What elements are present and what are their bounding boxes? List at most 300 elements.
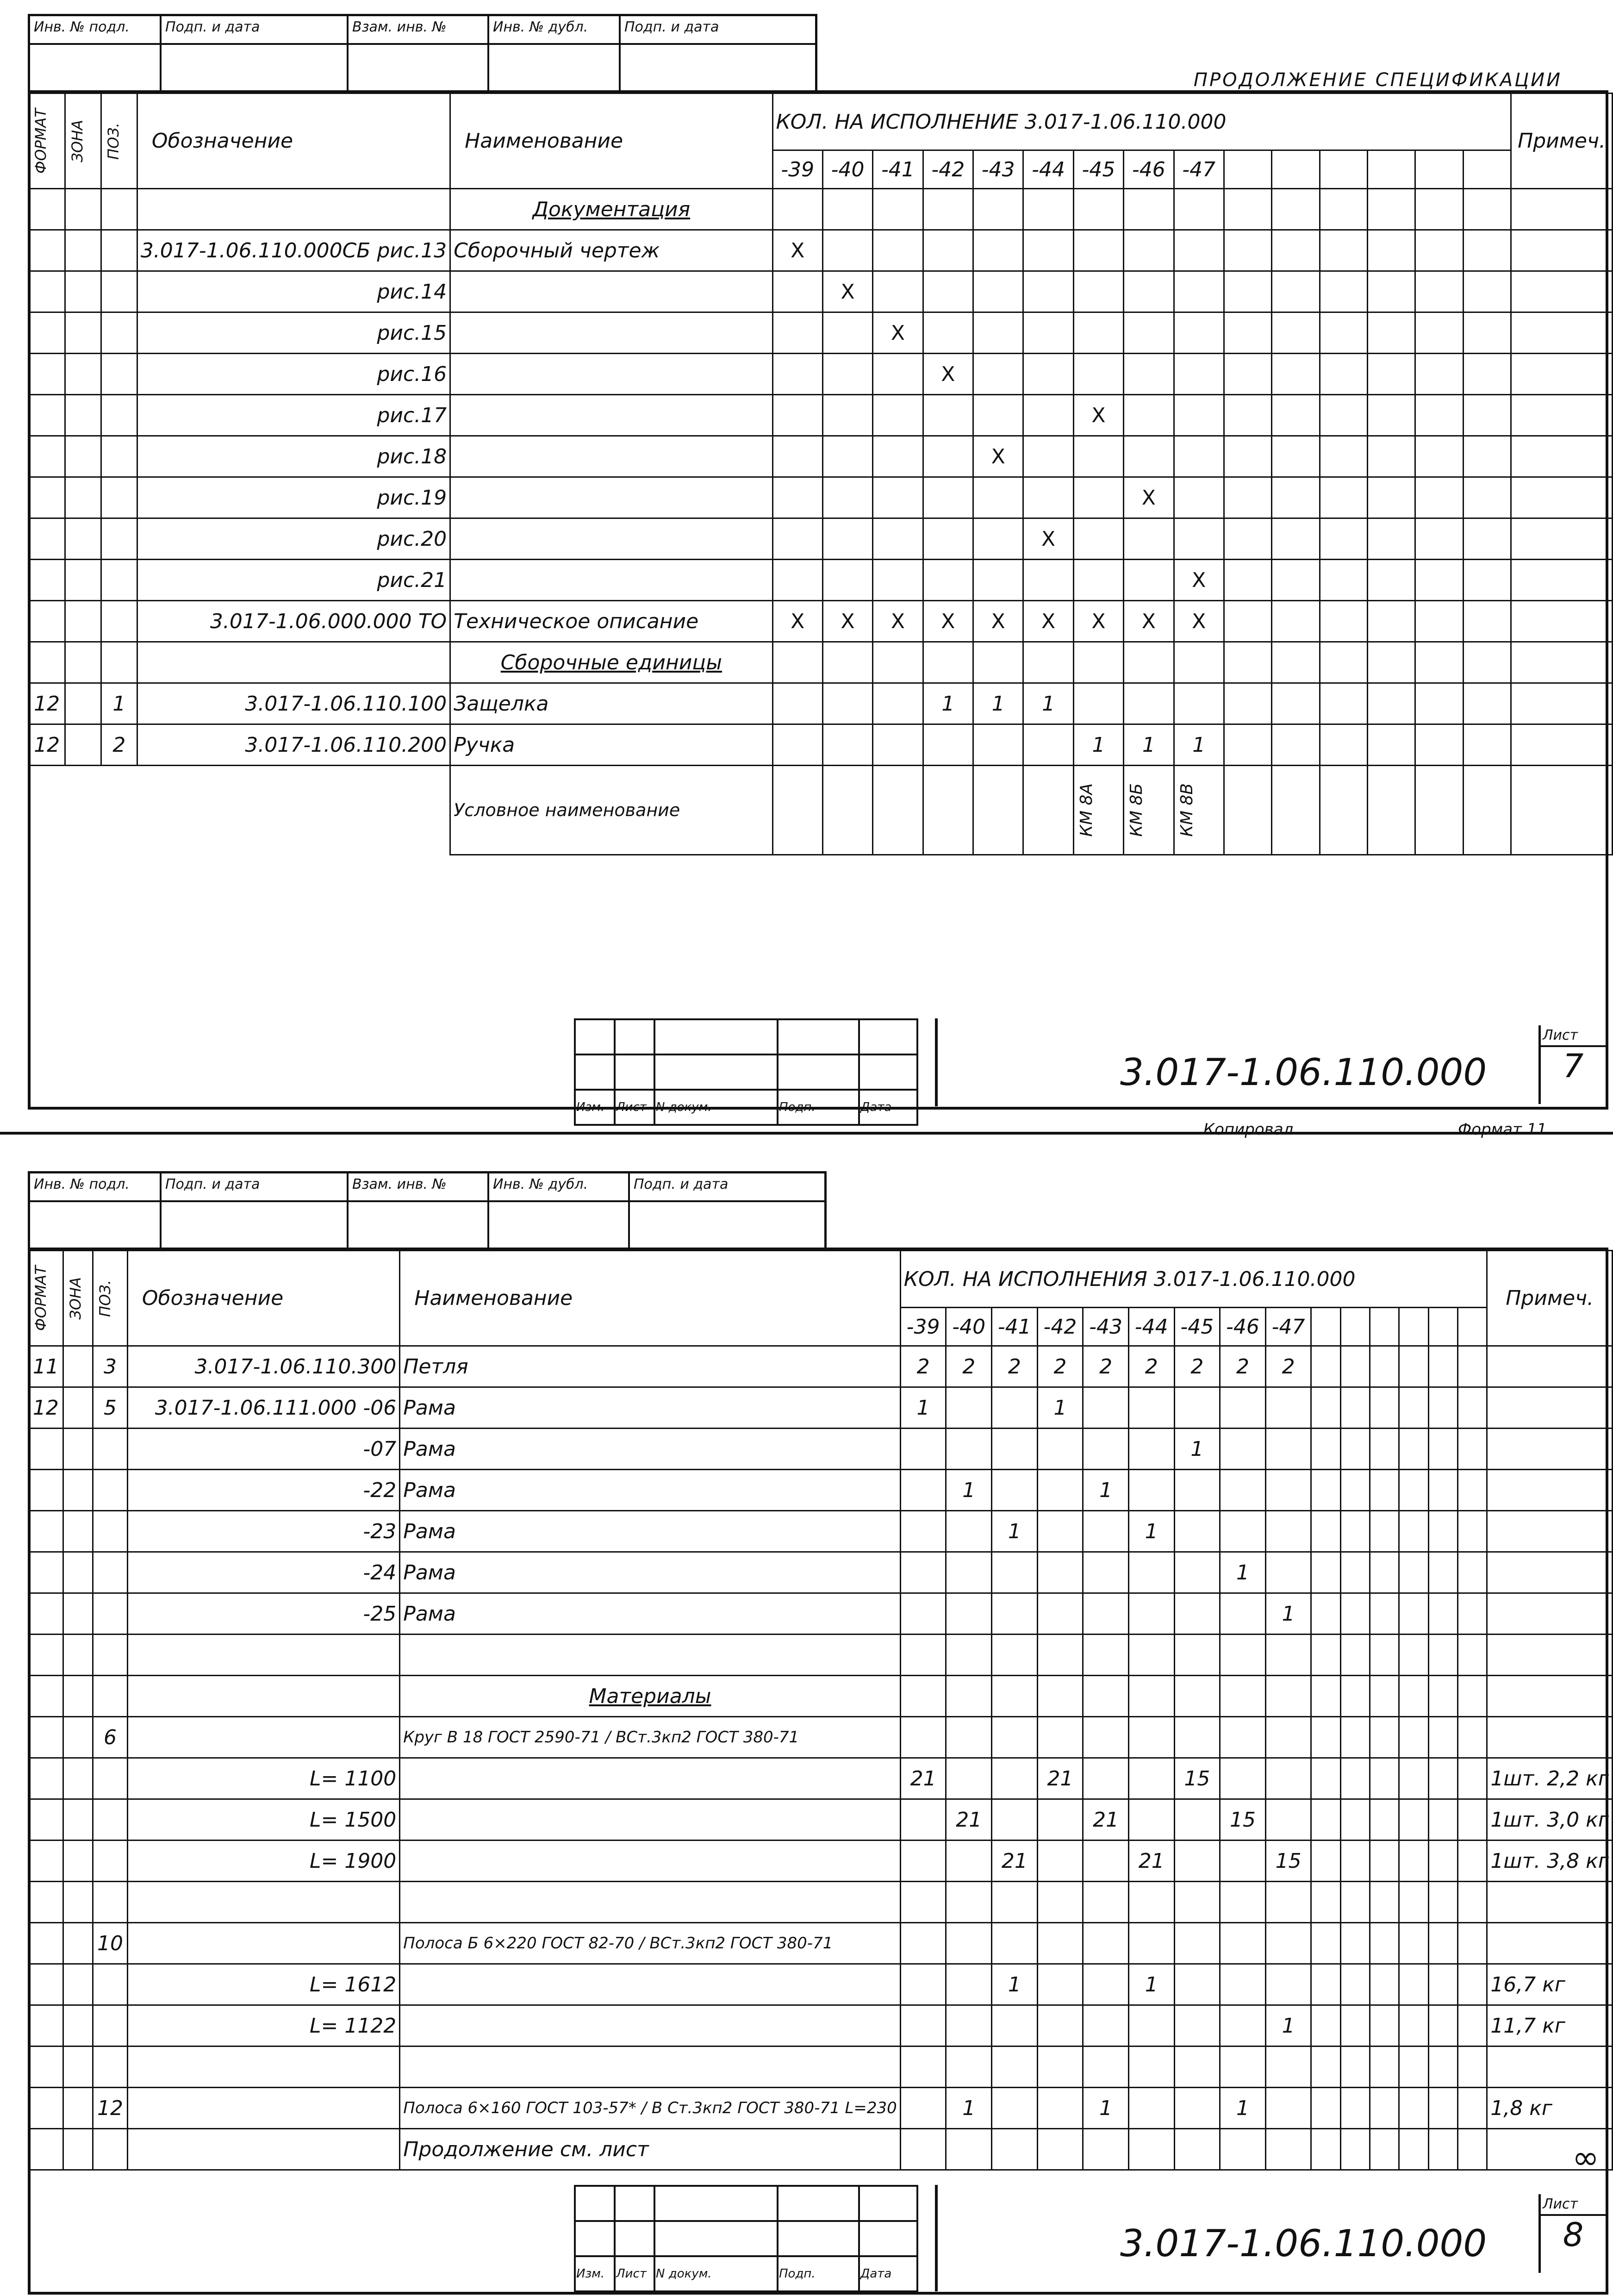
cell-pos: 1 <box>101 683 137 724</box>
cell-qty <box>1220 1882 1266 1923</box>
cell-qty <box>1399 1964 1428 2005</box>
cell-qty: X <box>1023 518 1073 560</box>
title-block-grid <box>574 2185 918 2292</box>
cell-qty <box>1415 560 1463 601</box>
cell-qty <box>1083 1552 1129 1593</box>
header-label: Взам. инв. № <box>352 19 447 35</box>
cell-qty <box>772 477 822 518</box>
cell-qty <box>1367 518 1415 560</box>
cell-qty <box>992 1676 1038 1717</box>
cell-pos <box>93 1429 128 1470</box>
cond-cell <box>1367 766 1415 855</box>
cell-qty <box>973 189 1023 230</box>
cell-qty: X <box>822 601 872 642</box>
cell-qty <box>1399 1387 1428 1429</box>
variant-header: -40 <box>822 150 872 189</box>
cell-qty <box>1340 1717 1370 1758</box>
cell-qty <box>1265 1758 1311 1799</box>
cell-qty <box>1265 2088 1311 2129</box>
cell-qty <box>1367 189 1415 230</box>
cell-qty <box>1311 1511 1340 1552</box>
cell-qty: X <box>1073 601 1123 642</box>
cell-qty <box>1128 1676 1174 1717</box>
cell-qty <box>1370 1882 1399 1923</box>
spec-table <box>28 1250 1613 2171</box>
cell-qty <box>1073 312 1123 354</box>
col-pos-label: ПОЗ. <box>105 122 123 160</box>
variant-header: -43 <box>1083 1308 1129 1346</box>
cell-qty <box>1124 518 1174 560</box>
cell-name: Рама <box>400 1387 900 1429</box>
table-row <box>29 2005 1613 2046</box>
cell-qty <box>1370 1758 1399 1799</box>
cell-name <box>400 1964 900 2005</box>
cell-name: Документация <box>450 189 772 230</box>
cell-note: 11,7 кг <box>1487 2005 1613 2046</box>
variant-header: -44 <box>1128 1308 1174 1346</box>
col-pos-label: ПОЗ. <box>96 1279 114 1317</box>
cell-pos <box>93 1552 128 1593</box>
cell-qty <box>1399 1923 1428 1964</box>
cell-pos <box>93 1799 128 1841</box>
cell-qty <box>1083 1841 1129 1882</box>
cell-designation: 3.017-1.06.110.300 <box>127 1346 399 1387</box>
cell-qty <box>1428 2129 1457 2170</box>
cell-note <box>1511 436 1613 477</box>
cell-qty <box>772 642 822 683</box>
cell-qty <box>1083 1758 1129 1799</box>
sheet-number-box <box>1538 1025 1606 1104</box>
cell-qty <box>1428 1552 1457 1593</box>
cell-qty <box>1174 642 1224 683</box>
cell-qty: X <box>772 230 822 271</box>
cell-qty: X <box>973 436 1023 477</box>
cell-qty <box>772 683 822 724</box>
col-note: Примеч. <box>1487 1251 1613 1346</box>
cell-pos: 2 <box>101 724 137 766</box>
cell-qty <box>1428 1758 1457 1799</box>
cell-qty: 1 <box>1128 1964 1174 2005</box>
copied-by-label: Копировал <box>1203 1120 1294 1139</box>
cell-qty <box>1037 1552 1083 1593</box>
cell-qty <box>1083 2005 1129 2046</box>
cell-qty <box>822 354 872 395</box>
tb-divider <box>935 1018 938 1106</box>
table-row <box>29 1593 1613 1635</box>
cell-qty <box>900 1799 946 1841</box>
cell-format <box>29 1635 63 1676</box>
variant-header: -44 <box>1023 150 1073 189</box>
cell-qty: 15 <box>1174 1758 1220 1799</box>
cell-qty <box>1224 230 1271 271</box>
cell-format: 12 <box>29 1387 63 1429</box>
table-row <box>29 2046 1613 2088</box>
table-row <box>29 1552 1613 1593</box>
cell-format <box>29 1552 63 1593</box>
cell-qty <box>992 1470 1038 1511</box>
cell-qty <box>1174 1470 1220 1511</box>
cell-format <box>29 230 65 271</box>
cell-qty <box>1457 1923 1487 1964</box>
cell-qty <box>1083 1676 1129 1717</box>
blank-cell <box>29 766 450 855</box>
cell-qty <box>1463 189 1511 230</box>
cell-note <box>1487 1923 1613 1964</box>
cell-qty <box>822 683 872 724</box>
cell-qty <box>1272 642 1320 683</box>
cell-note <box>1487 1882 1613 1923</box>
cell-qty <box>1174 2046 1220 2088</box>
cell-qty <box>1272 683 1320 724</box>
cell-qty <box>1224 683 1271 724</box>
header-cell <box>162 16 349 90</box>
cell-designation <box>127 2129 399 2170</box>
cell-qty <box>1023 312 1073 354</box>
cell-zone <box>65 642 101 683</box>
cell-qty <box>973 230 1023 271</box>
cell-qty <box>1399 1346 1428 1387</box>
cell-qty <box>1037 2046 1083 2088</box>
table-row <box>29 1346 1613 1387</box>
cell-qty <box>1457 1593 1487 1635</box>
cell-designation: рис.15 <box>137 312 450 354</box>
cell-qty <box>1174 1511 1220 1552</box>
cell-name <box>400 1841 900 1882</box>
cell-designation <box>127 1635 399 1676</box>
cell-qty <box>1415 724 1463 766</box>
cell-qty <box>873 189 923 230</box>
cell-qty <box>1457 1758 1487 1799</box>
cell-qty <box>1265 1387 1311 1429</box>
cell-qty <box>772 724 822 766</box>
cell-qty <box>1367 560 1415 601</box>
cell-qty: 1 <box>1083 2088 1129 2129</box>
cell-designation: рис.14 <box>137 271 450 312</box>
cond-value: КМ 8А <box>1077 783 1096 837</box>
cell-qty <box>1428 1635 1457 1676</box>
cell-qty <box>923 312 973 354</box>
cell-designation <box>127 1676 399 1717</box>
cell-format <box>29 354 65 395</box>
variant-header: -46 <box>1124 150 1174 189</box>
cell-note <box>1487 1387 1613 1429</box>
cell-qty <box>1428 2046 1457 2088</box>
variant-header: -40 <box>946 1308 992 1346</box>
cell-qty <box>1457 2005 1487 2046</box>
cell-qty: 1 <box>992 1511 1038 1552</box>
cell-qty: 1 <box>1265 2005 1311 2046</box>
cell-qty <box>1399 1429 1428 1470</box>
cell-qty <box>1320 436 1367 477</box>
cell-format: 12 <box>29 724 65 766</box>
cell-qty <box>1428 1799 1457 1841</box>
cell-qty <box>1272 354 1320 395</box>
cell-qty <box>873 683 923 724</box>
cell-qty <box>1399 1841 1428 1882</box>
cell-qty <box>946 1552 992 1593</box>
col-pos <box>101 94 137 189</box>
col-pos <box>93 1251 128 1346</box>
cell-qty <box>1428 1346 1457 1387</box>
cell-qty <box>1124 312 1174 354</box>
cell-zone <box>65 395 101 436</box>
cell-zone <box>63 1799 93 1841</box>
cell-designation: -25 <box>127 1593 399 1635</box>
cell-name: Рама <box>400 1429 900 1470</box>
cell-qty <box>1463 518 1511 560</box>
cell-qty <box>1023 230 1073 271</box>
cell-qty <box>1023 395 1073 436</box>
cell-qty <box>1428 1470 1457 1511</box>
cell-qty: 15 <box>1265 1841 1311 1882</box>
cond-value: КМ 8Б <box>1127 783 1146 837</box>
table-row <box>29 560 1613 601</box>
col-zone-label: ЗОНА <box>69 119 87 162</box>
cell-name: Сборочный чертеж <box>450 230 772 271</box>
cell-pos: 10 <box>93 1923 128 1964</box>
cell-qty: 1 <box>1073 724 1123 766</box>
cell-qty: 2 <box>992 1346 1038 1387</box>
cell-note <box>1511 312 1613 354</box>
variant-header: -41 <box>992 1308 1038 1346</box>
cell-qty <box>1428 1593 1457 1635</box>
cell-qty <box>1124 683 1174 724</box>
cond-cell <box>1463 766 1511 855</box>
cell-qty <box>1174 312 1224 354</box>
cell-qty <box>1023 354 1073 395</box>
cell-note <box>1511 395 1613 436</box>
cell-qty <box>1224 642 1271 683</box>
cell-name: Материалы <box>400 1676 900 1717</box>
col-qty-title: КОЛ. НА ИСПОЛНЕНИЯ 3.017-1.06.110.000 <box>900 1251 1487 1308</box>
cell-qty <box>1174 683 1224 724</box>
cell-qty <box>992 1758 1038 1799</box>
cell-qty <box>946 1964 992 2005</box>
cell-qty <box>1311 2046 1340 2088</box>
cell-qty <box>1272 189 1320 230</box>
cell-designation <box>127 2046 399 2088</box>
cell-note <box>1511 354 1613 395</box>
cell-qty <box>900 1964 946 2005</box>
table-row <box>29 436 1613 477</box>
cell-format <box>29 1799 63 1841</box>
format-label: Формат 11 <box>1458 1120 1547 1139</box>
cell-qty <box>923 395 973 436</box>
cond-cell <box>1073 766 1123 855</box>
cell-qty: 2 <box>1083 1346 1129 1387</box>
cell-qty <box>992 1387 1038 1429</box>
cell-qty: 1 <box>1174 724 1224 766</box>
cell-qty <box>1083 1387 1129 1429</box>
cell-zone <box>63 1470 93 1511</box>
cell-qty <box>1272 230 1320 271</box>
cell-qty <box>900 1593 946 1635</box>
cell-format <box>29 189 65 230</box>
cell-name: Рама <box>400 1593 900 1635</box>
cond-cell <box>1124 766 1174 855</box>
table-row <box>29 230 1613 271</box>
cell-qty <box>1340 1511 1370 1552</box>
cell-qty: 21 <box>1037 1758 1083 1799</box>
cell-designation: рис.19 <box>137 477 450 518</box>
cell-qty: X <box>1124 601 1174 642</box>
cell-qty <box>1457 1387 1487 1429</box>
cell-qty <box>1083 2129 1129 2170</box>
cell-format <box>29 1676 63 1717</box>
cell-qty <box>1428 1923 1457 1964</box>
cell-format <box>29 1717 63 1758</box>
cell-qty <box>946 1429 992 1470</box>
cell-pos <box>101 395 137 436</box>
cell-qty <box>1463 642 1511 683</box>
cell-qty <box>1037 1717 1083 1758</box>
drawing-designation: 3.017-1.06.110.000 <box>1120 1051 1487 1094</box>
cell-qty <box>1174 354 1224 395</box>
cell-qty <box>1320 477 1367 518</box>
cell-qty: X <box>822 271 872 312</box>
cell-qty <box>1174 1635 1220 1676</box>
cell-qty <box>1370 1387 1399 1429</box>
variant-header: -43 <box>973 150 1023 189</box>
cell-qty <box>772 518 822 560</box>
cell-note <box>1487 1346 1613 1387</box>
cell-note <box>1487 1511 1613 1552</box>
cell-qty <box>1220 2005 1266 2046</box>
cell-qty <box>1220 1387 1266 1429</box>
cell-qty <box>1023 189 1073 230</box>
cell-zone <box>63 1717 93 1758</box>
cell-qty <box>1220 1511 1266 1552</box>
cell-format <box>29 2005 63 2046</box>
cell-name <box>450 395 772 436</box>
cell-zone <box>65 189 101 230</box>
cell-zone <box>65 354 101 395</box>
sheet-label: Лист <box>1541 2194 1606 2216</box>
header-cell <box>349 16 489 90</box>
cell-qty <box>946 1593 992 1635</box>
cell-qty <box>1220 2046 1266 2088</box>
cell-qty: X <box>923 601 973 642</box>
cell-name: Полоса Б 6×220 ГОСТ 82-70 / ВСт.3кп2 ГОСТ 380-71 <box>400 1923 900 1964</box>
cell-designation: 3.017-1.06.110.100 <box>137 683 450 724</box>
cell-qty <box>1128 1717 1174 1758</box>
cell-designation: рис.16 <box>137 354 450 395</box>
cell-qty <box>1037 1882 1083 1923</box>
cell-qty: 2 <box>1128 1346 1174 1387</box>
cell-qty <box>1370 1346 1399 1387</box>
cell-qty <box>1128 1758 1174 1799</box>
cell-qty <box>1220 1470 1266 1511</box>
cell-format <box>29 436 65 477</box>
cell-qty <box>1220 1429 1266 1470</box>
cell-pos <box>93 2129 128 2170</box>
cell-qty <box>1311 1717 1340 1758</box>
cell-qty <box>1174 2088 1220 2129</box>
table-row <box>29 1676 1613 1717</box>
cell-name: Рама <box>400 1511 900 1552</box>
cell-qty: 1 <box>923 683 973 724</box>
header-cell <box>30 1173 162 1248</box>
cond-cell <box>772 766 822 855</box>
cell-qty <box>1457 2129 1487 2170</box>
col-qty-title: КОЛ. НА ИСПОЛНЕНИЕ 3.017-1.06.110.000 <box>772 94 1511 150</box>
cell-qty <box>1428 2088 1457 2129</box>
tb-label-date: Дата <box>859 1090 917 1125</box>
cell-qty: X <box>1174 601 1224 642</box>
cell-note <box>1511 560 1613 601</box>
cell-qty: 2 <box>900 1346 946 1387</box>
cell-qty <box>1370 1964 1399 2005</box>
cell-zone <box>63 1387 93 1429</box>
cell-qty <box>1457 1552 1487 1593</box>
cell-name <box>450 560 772 601</box>
cell-designation: L= 1100 <box>127 1758 399 1799</box>
cond-cell <box>1415 766 1463 855</box>
cell-format <box>29 1429 63 1470</box>
cell-name <box>450 436 772 477</box>
cell-qty <box>1370 1429 1399 1470</box>
cell-qty <box>1367 395 1415 436</box>
header-cell <box>162 1173 349 1248</box>
cell-qty <box>992 1882 1038 1923</box>
cell-qty <box>923 230 973 271</box>
cell-qty <box>923 724 973 766</box>
cell-qty <box>1463 436 1511 477</box>
cell-qty <box>1224 724 1271 766</box>
header-cell <box>621 16 815 90</box>
cell-qty <box>900 1923 946 1964</box>
cond-label: Условное наименование <box>450 766 772 855</box>
cell-qty <box>1174 436 1224 477</box>
cell-qty <box>1124 230 1174 271</box>
cell-qty <box>1463 271 1511 312</box>
cell-qty <box>973 312 1023 354</box>
cell-qty <box>1428 1387 1457 1429</box>
cell-qty <box>1311 2129 1340 2170</box>
col-name: Наименование <box>400 1251 900 1346</box>
cell-qty <box>1311 1635 1340 1676</box>
cell-zone <box>65 312 101 354</box>
cell-qty <box>1367 230 1415 271</box>
cell-qty <box>1128 2129 1174 2170</box>
tb-label-sign: Подп. <box>778 2256 859 2291</box>
header-cell <box>630 1173 824 1248</box>
variant-header: -42 <box>923 150 973 189</box>
cell-qty <box>992 1593 1038 1635</box>
cell-pos <box>93 1676 128 1717</box>
tb-label-sign: Подп. <box>778 1090 859 1125</box>
cell-qty <box>1128 1799 1174 1841</box>
header-cell <box>489 16 621 90</box>
cell-qty: 2 <box>1037 1346 1083 1387</box>
cell-qty <box>1370 1470 1399 1511</box>
cell-format <box>29 1470 63 1511</box>
cell-format <box>29 477 65 518</box>
cell-qty <box>1340 2005 1370 2046</box>
cell-qty <box>1220 1593 1266 1635</box>
header-label: Инв. № дубл. <box>493 19 588 35</box>
cell-qty <box>1174 477 1224 518</box>
cell-qty <box>1463 601 1511 642</box>
header-cell <box>489 1173 630 1248</box>
cell-qty <box>1399 2046 1428 2088</box>
cell-qty <box>822 518 872 560</box>
header-label: Подп. и дата <box>165 19 260 35</box>
cell-qty: 2 <box>946 1346 992 1387</box>
cell-qty <box>1037 1841 1083 1882</box>
cell-qty <box>1023 642 1073 683</box>
cell-zone <box>63 2088 93 2129</box>
